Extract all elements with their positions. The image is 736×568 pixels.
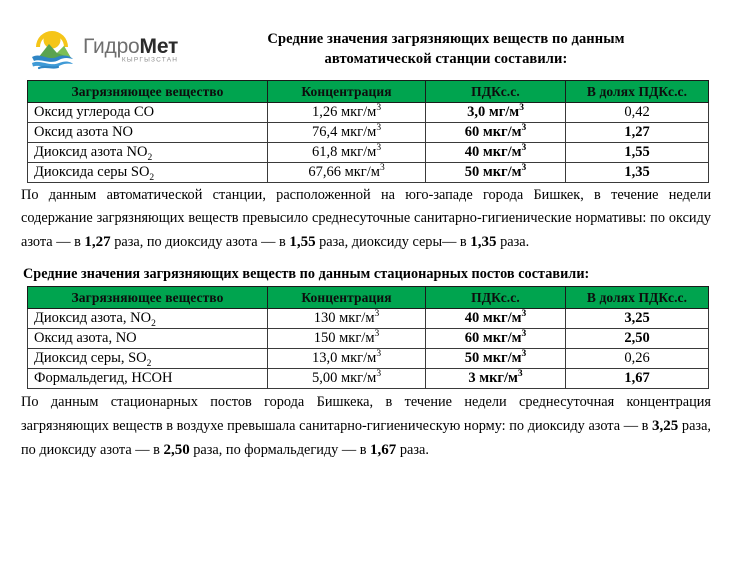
- cell-mpc: 50 мкг/$м^3$: [426, 163, 566, 183]
- cell-mpc: 40 мкг/$м^3$: [426, 309, 566, 329]
- cell-mpc-fraction: 2,50: [566, 329, 709, 349]
- emphasised-value: 1,27: [84, 234, 111, 251]
- cell-substance: Оксид углерода CO: [28, 103, 268, 123]
- cell-substance: Диоксида серы $SO_2$: [28, 163, 268, 183]
- cell-mpc-fraction: 1,55: [566, 143, 709, 163]
- pollutants-table-stationary-posts: [27, 286, 708, 389]
- cell-mpc: 3 мкг/$м^3$: [426, 369, 566, 389]
- cell-mpc-fraction: 0,26: [566, 349, 709, 369]
- column-header-substance: Загрязняющее вещество: [28, 287, 268, 309]
- cell-substance: Диоксид азота, $NO_2$: [28, 309, 268, 329]
- pollutants-table-automatic-station: [27, 80, 708, 183]
- logo-subtitle: КЫРГЫЗСТАН: [121, 56, 179, 64]
- table-row: [28, 143, 709, 163]
- cell-concentration: 150 мкг/$м^3$: [268, 329, 426, 349]
- cell-mpc: 40 мкг/$м^3$: [426, 143, 566, 163]
- logo-name-bold: Мет: [139, 34, 179, 58]
- section-subtitle-stationary-posts: Средние значения загрязняющих веществ по данным стационарных постов составили:: [23, 266, 590, 282]
- table-row: [28, 309, 709, 329]
- cell-substance: Диоксид азота $NO_2$: [28, 143, 268, 163]
- table-row: [28, 163, 709, 183]
- page-title-line2: автоматической станции составили:: [324, 50, 568, 67]
- cell-mpc: 50 мкг/$м^3$: [426, 349, 566, 369]
- document-header: [0, 0, 736, 67]
- column-header-mpc-fraction: В долях ПДКс.с.: [566, 81, 709, 103]
- paragraph-automatic-station: По данным автоматической станции, расположенной на юго-западе города Бишкек, в течение недели содержание загрязняющих веществ превысило среднесуточные санитарно-гигиенические нормативы: по оксиду азота — в 1,27 раза, по диоксиду азота — в 1,55 раза, диоксиду серы— в 1,35 раза.: [21, 187, 711, 251]
- cell-mpc-fraction: 3,25: [566, 309, 709, 329]
- cell-mpc: 3,0 $мг/м^3$: [426, 103, 566, 123]
- table-row: [28, 349, 709, 369]
- cell-concentration: 130 мкг/$м^3$: [268, 309, 426, 329]
- table-row: [28, 103, 709, 123]
- cell-mpc-fraction: 1,67: [566, 369, 709, 389]
- cell-concentration: 1,26 мкг/$м^3$: [268, 103, 426, 123]
- emphasised-value: 1,67: [370, 442, 397, 459]
- cell-mpc-fraction: 1,27: [566, 123, 709, 143]
- cell-concentration: 61,8 мкг/$м^3$: [268, 143, 426, 163]
- column-header-substance: Загрязняющее вещество: [28, 81, 268, 103]
- emphasised-value: 3,25: [652, 418, 679, 435]
- cell-concentration: 76,4 мкг/$м^3$: [268, 123, 426, 143]
- cell-substance: Оксид азота NO: [28, 123, 268, 143]
- table-header-row: [28, 287, 709, 309]
- table-header-row: [28, 81, 709, 103]
- cell-mpc: 60 мкг/$м^3$: [426, 123, 566, 143]
- cell-concentration: 5,00 мкг/$м^3$: [268, 369, 426, 389]
- column-header-mpc: ПДКс.с.: [426, 287, 566, 309]
- column-header-concentration: Концентрация: [268, 81, 426, 103]
- hydromet-logo-icon: [26, 27, 78, 71]
- hydromet-logo: [26, 26, 178, 72]
- cell-mpc-fraction: 0,42: [566, 103, 709, 123]
- cell-concentration: 67,66 мкг/$м^3$: [268, 163, 426, 183]
- table2-body: [28, 309, 709, 389]
- page-title-line1: Средние значения загрязняющих веществ по данным: [267, 31, 625, 47]
- cell-concentration: 13,0 мкг/$м^3$: [268, 349, 426, 369]
- cell-mpc: 60 мкг/$м^3$: [426, 329, 566, 349]
- cell-substance: Оксид азота, NO: [28, 329, 268, 349]
- hydromet-logo-text: [83, 36, 178, 65]
- table-row: [28, 123, 709, 143]
- cell-mpc-fraction: 1,35: [566, 163, 709, 183]
- cell-substance: Диоксид серы, $SO_2$: [28, 349, 268, 369]
- column-header-mpc: ПДКс.с.: [426, 81, 566, 103]
- emphasised-value: 2,50: [163, 442, 190, 459]
- table-row: [28, 329, 709, 349]
- table-row: [28, 369, 709, 389]
- emphasised-value: 1,55: [289, 234, 316, 251]
- cell-substance: Формальдегид, НСОН: [28, 369, 268, 389]
- column-header-concentration: Концентрация: [268, 287, 426, 309]
- emphasised-value: 1,35: [470, 234, 497, 251]
- column-header-mpc-fraction: В долях ПДКс.с.: [566, 287, 709, 309]
- page-title: [236, 30, 656, 69]
- paragraph-stationary-posts: По данным стационарных постов города Бишкека, в течение недели среднесуточная концентрация загрязняющих веществ в воздухе превышала санитарно-гигиеническую норму: по диоксиду азота — в 3,25 раза, по диоксиду азота — в 2,50 раза, по формальдегиду — в 1,67 раза.: [21, 394, 711, 459]
- table1-body: [28, 103, 709, 183]
- logo-name-light: Гидро: [83, 34, 140, 58]
